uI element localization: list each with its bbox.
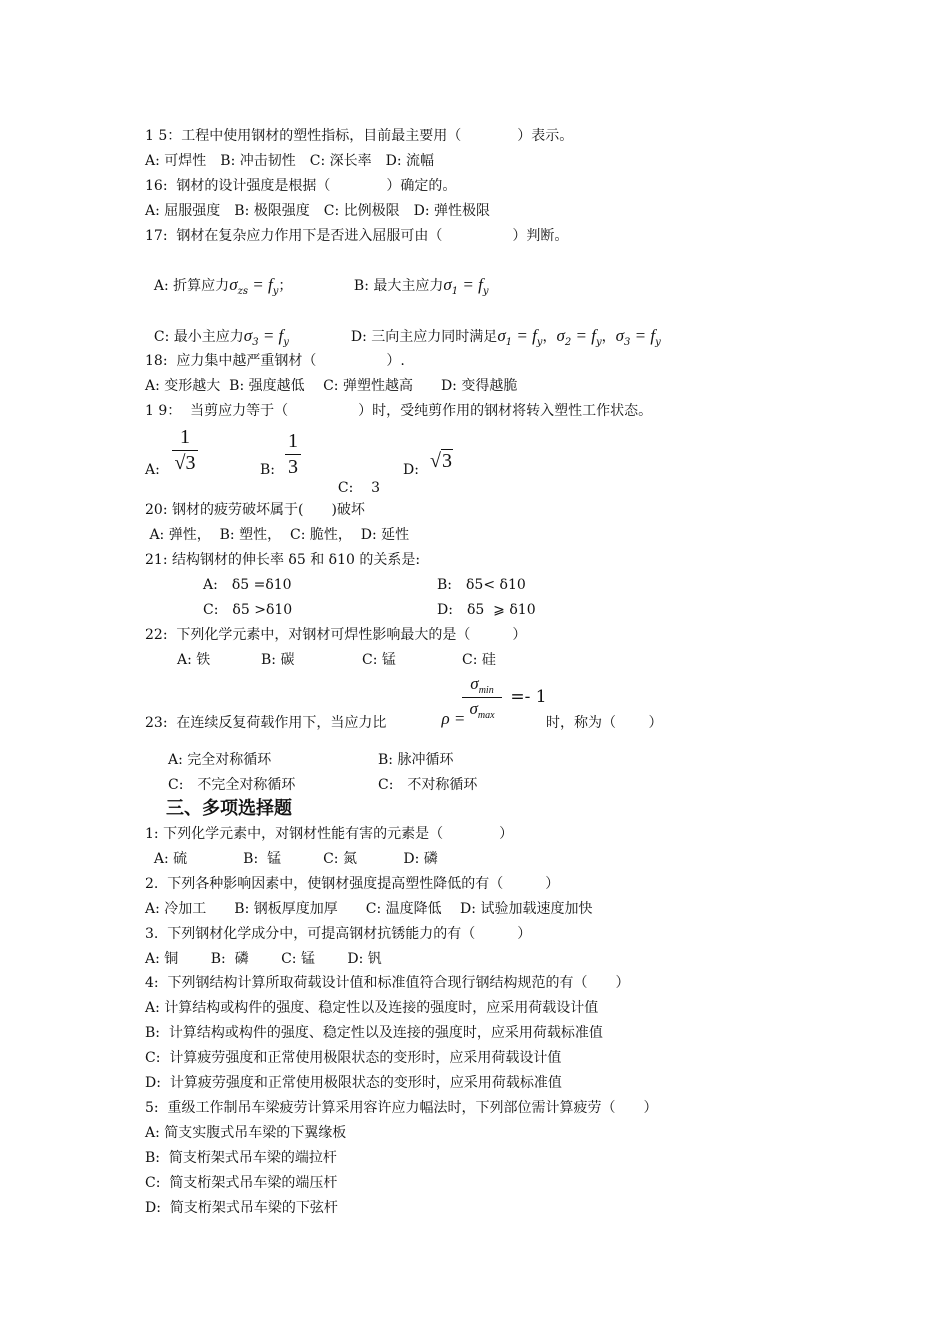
q23-option-a: A: 完全对称循环: [168, 752, 272, 768]
q23-fraction: $\sigma_{min}$ $\sigma_{max}$: [462, 674, 502, 721]
m5-text: 5: 重级工作制吊车梁疲劳计算采用容许应力幅法时，下列部位需计算疲劳（ ）: [145, 1100, 658, 1116]
m4-option-c: C: 计算疲劳强度和正常使用极限状态的变形时，应采用荷载设计值: [145, 1050, 562, 1066]
m5-option-b: B: 简支桁架式吊车梁的端拉杆: [145, 1150, 337, 1166]
q22-option-b: B: 碳: [261, 652, 295, 668]
m4-option-d: D: 计算疲劳强度和正常使用极限状态的变形时，应采用荷载标准值: [145, 1075, 562, 1091]
q21-option-d: D: δ5 ⩾ δ10: [437, 602, 536, 618]
m4-text: 4: 下列钢结构计算所取荷载设计值和标准值符合现行钢结构规范的有（ ）: [145, 975, 630, 991]
q19-d-label: D:: [403, 462, 419, 478]
m1-text: 1: 下列化学元素中，对钢材性能有害的元素是（ ）: [145, 826, 514, 842]
q17-option-c: C: 最小主应力$\sigma_3 = f_y$: [153, 326, 289, 348]
section-heading-multiple-choice: 三、多项选择题: [166, 798, 292, 819]
q19-a-fraction: 1 √3: [172, 426, 198, 475]
q23-rhs: =- 1: [505, 687, 547, 707]
m3-text: 3. 下列钢材化学成分中，可提高钢材抗锈能力的有（ ）: [145, 926, 532, 942]
m3-options: A: 铜 B: 磷 C: 锰 D: 钒: [145, 951, 382, 967]
m4-option-b: B: 计算结构或构件的强度、稳定性以及连接的强度时，应采用荷载标准值: [145, 1025, 603, 1041]
q22-option-c: C: 锰: [362, 652, 396, 668]
q17-text: 17: 钢材在复杂应力作用下是否进入屈服可由（ ）判断。: [145, 228, 569, 244]
q22-option-a: A: 铁: [177, 652, 211, 668]
q19-b-fraction: 1 3: [285, 430, 301, 479]
q23-text-before: 23: 在连续反复荷载作用下，当应力比: [145, 715, 387, 731]
m2-text: 2. 下列各种影响因素中，使钢材强度提高塑性降低的有（ ）: [145, 876, 560, 892]
q18-options: A: 变形越大 B: 强度越低 C: 弹塑性越高 D: 变得越脆: [145, 378, 518, 394]
q19-a-sqrt: √3: [174, 452, 196, 474]
q16-text: 16: 钢材的设计强度是根据（ ）确定的。: [145, 178, 457, 194]
q19-b-label: B:: [260, 462, 276, 478]
q18-text: 18: 应力集中越严重钢材（ ）.: [145, 353, 405, 369]
q23-text-after: 时，称为（ ）: [546, 715, 663, 731]
q21-option-b: B: δ5< δ10: [437, 577, 526, 593]
q16-options: A: 屈服强度 B: 极限强度 C: 比例极限 D: 弹性极限: [145, 203, 491, 219]
m2-options: A: 冷加工 B: 钢板厚度加厚 C: 温度降低 D: 试验加载速度加快: [145, 901, 593, 917]
m5-option-c: C: 简支桁架式吊车梁的端压杆: [145, 1175, 338, 1191]
q20-options: A: 弹性， B: 塑性， C: 脆性， D: 延性: [145, 527, 410, 543]
q15-options: A: 可焊性 B: 冲击韧性 C: 深长率 D: 流幅: [145, 153, 435, 169]
q23-option-c: C: 不完全对称循环: [168, 777, 296, 793]
m1-options: A: 硫 B: 锰 C: 氮 D: 磷: [145, 851, 438, 867]
m4-option-a: A: 计算结构或构件的强度、稳定性以及连接的强度时，应采用荷载设计值: [145, 1000, 599, 1016]
q22-option-d: C: 硅: [462, 652, 496, 668]
q23-stress-ratio: ρ =: [441, 709, 470, 728]
q19-a-label: A:: [145, 462, 160, 478]
m5-option-a: A: 简支实腹式吊车梁的下翼缘板: [145, 1125, 347, 1141]
q19-option-c: C: 3: [337, 480, 381, 496]
q17-option-d: D: 三向主应力同时满足$\sigma_1 = f_y$，$\sigma_2 = f_y$，$\sigma_3 = f_y$: [350, 326, 661, 348]
q17-option-b: B: 最大主应力$\sigma_1 = f_y$: [353, 275, 489, 297]
q19-d-sqrt: √3: [430, 450, 452, 472]
q23-option-b: B: 脉冲循环: [378, 752, 454, 768]
q17-option-a: A: 折算应力$\sigma_{zs} = f_y$；: [153, 275, 293, 297]
q20-text: 20: 钢材的疲劳破坏属于( )破坏: [145, 502, 365, 518]
m5-option-d: D: 简支桁架式吊车梁的下弦杆: [145, 1200, 338, 1216]
q15-text: 1 5：工程中使用钢材的塑性指标，目前最主要用（ ）表示。: [145, 128, 574, 144]
q23-option-d: C: 不对称循环: [378, 777, 478, 793]
q19-text: 1 9： 当剪应力等于（ ）时，受纯剪作用的钢材将转入塑性工作状态。: [145, 403, 653, 419]
q21-option-a: A: δ5 =δ10: [203, 577, 292, 593]
q22-text: 22: 下列化学元素中，对钢材可焊性影响最大的是（ ）: [145, 627, 527, 643]
q21-option-c: C: δ5 >δ10: [203, 602, 293, 618]
q21-text: 21: 结构钢材的伸长率 δ5 和 δ10 的关系是:: [145, 552, 421, 568]
